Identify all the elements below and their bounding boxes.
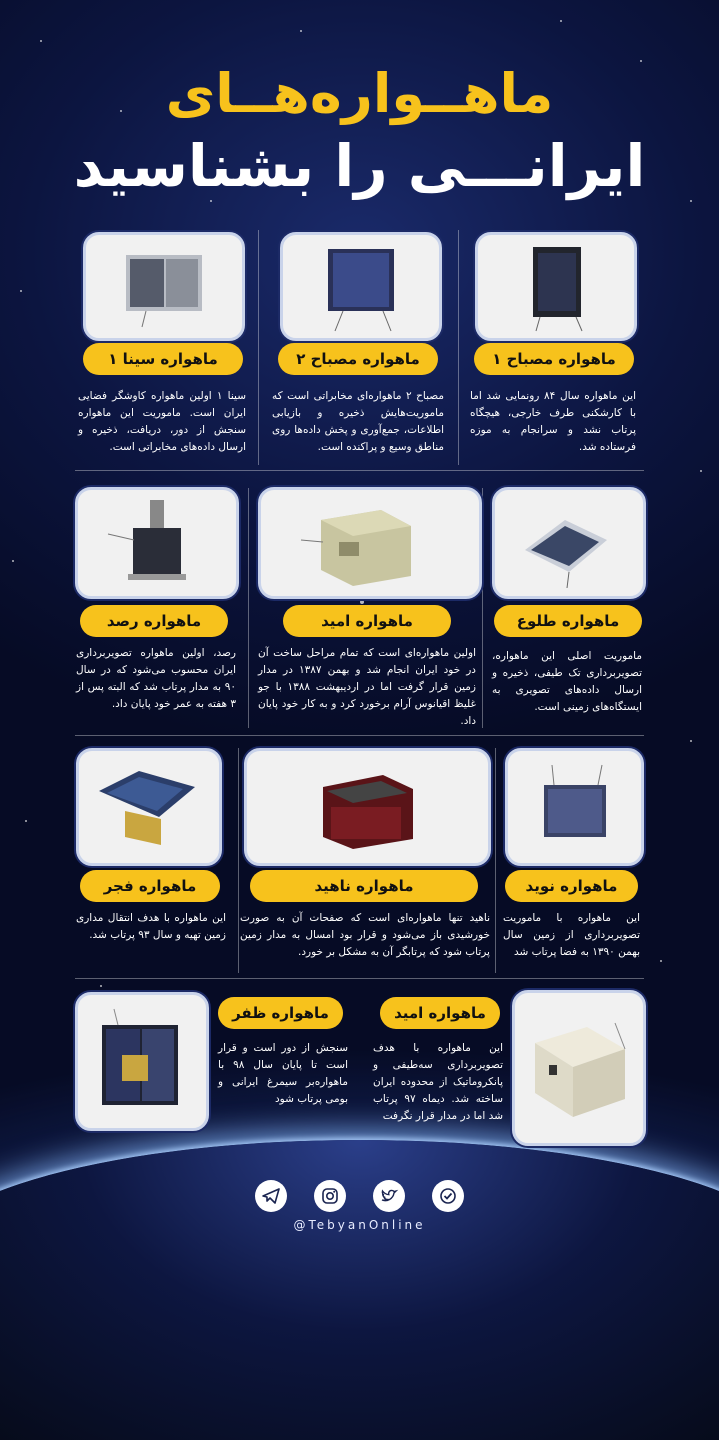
social-handle: @TebyanOnline <box>293 1218 426 1232</box>
divider <box>482 488 483 728</box>
satellite-description: این ماهواره با ماموریت تصویربرداری از زمین سال بهمن ۱۳۹۰ به فضا پرتاب شد <box>503 912 640 958</box>
satellite-description: این ماهواره با هدف انتقال مداری زمین تهیه و سال ۹۳ پرتاب شد. <box>76 912 226 941</box>
satellite-description: این ماهواره با هدف تصویربرداری سه‌طیفی و پانکروماتیک از محدوده ایران ساخته شد. دیماه ۹۷ پرتاب شد اما در مدار قرار نگرفت <box>373 1042 503 1122</box>
satellite-image <box>492 487 646 599</box>
instagram-icon[interactable] <box>314 1180 346 1212</box>
satellite-image <box>83 232 245 341</box>
satellite-title: ماهواره ظفر <box>218 997 343 1029</box>
satellite-description: رصد، اولین ماهواره تصویربرداری ایران محسوب می‌شود که در سال ۹۰ به مدار پرتاب شد که البته پس از ۳ هفته به عمر خود پایان داد. <box>76 647 236 710</box>
satellite-image <box>75 992 209 1131</box>
divider <box>75 735 644 736</box>
satellite-image <box>76 748 222 866</box>
satellite-title: ماهواره سینا ۱ <box>83 343 243 375</box>
divider <box>458 230 459 465</box>
social-links <box>0 1180 719 1216</box>
check-badge-icon[interactable] <box>432 1180 464 1212</box>
satellite-title: ماهواره امید <box>283 605 451 637</box>
satellite-title: ماهواره فجر <box>80 870 220 902</box>
divider <box>75 470 644 471</box>
satellite-description: مصباح ۲ ماهواره‌ای مخابراتی است که ماموریت‌هایش ذخیره و بازیابی اطلاعات، جمع‌آوری و پخش داده‌ها روی مناطق وسیع و پراکنده است. <box>272 390 445 453</box>
satellite-title: ماهواره مصباح ۱ <box>474 343 634 375</box>
satellite-description: سینا ۱ اولین ماهواره کاوشگر فضایی ایران است. ماموریت این ماهواره سنجش از دور، دریافت، ذخیره و ارسال داده‌های مخابراتی است. <box>78 390 246 453</box>
satellite-image <box>75 487 239 599</box>
satellite-title: ماهواره ناهید <box>250 870 478 902</box>
satellite-image <box>505 748 644 866</box>
satellite-description: این ماهواره سال ۸۴ رونمایی شد اما با کارشکنی طرف خارجی، هیچگاه پرتاب نشد و سرانجام به موزه فرستاده شد. <box>470 390 636 453</box>
satellite-title: ماهواره مصباح ۲ <box>278 343 438 375</box>
satellite-title: ماهواره امید <box>380 997 500 1029</box>
satellite-title: ماهواره طلوع <box>494 605 642 637</box>
divider <box>238 748 239 973</box>
title-line-2: ایرانـــی را بشناسید <box>73 132 646 200</box>
twitter-icon[interactable] <box>373 1180 405 1212</box>
satellite-image <box>258 487 482 599</box>
divider <box>495 748 496 973</box>
satellite-image <box>475 232 637 341</box>
divider <box>75 978 644 979</box>
satellite-title: ماهواره نوید <box>505 870 638 902</box>
satellite-title: ماهواره رصد <box>80 605 228 637</box>
satellite-image <box>512 990 646 1146</box>
satellite-description: ماموریت اصلی این ماهواره، تصویربرداری تک طیفی، ذخیره و ارسال داده‌های تصویری به ایستگاه‌های زمینی است. <box>492 650 642 713</box>
divider <box>248 488 249 728</box>
satellite-description: ناهید تنها ماهواره‌ای است که صفحات آن به صورت خورشیدی باز می‌شود و قرار بود امسال به مدار زمین پرتاب شود که پرتابگر آن به مشکل بر خورد. <box>240 912 490 958</box>
satellite-description: اولین ماهواره‌ای است که تمام مراحل ساخت آن در خود ایران انجام شد و بهمن ۱۳۸۷ در مدار زمین قرار گرفت اما در اردیبهشت ۱۳۸۸ با جو غلیظ اقیانوس آرام برخورد کرد و به کار خود پایان داد. <box>258 647 476 727</box>
divider <box>258 230 259 465</box>
satellite-image <box>244 748 491 866</box>
title-line-1: ماهــواره‌هــای <box>165 62 554 125</box>
satellite-image <box>280 232 442 341</box>
telegram-icon[interactable] <box>255 1180 287 1212</box>
satellite-description: سنجش از دور است و قرار است تا پایان سال ۹۸ با ماهواره‌بر سیمرغ ایرانی و بومی پرتاب شود <box>218 1042 348 1105</box>
